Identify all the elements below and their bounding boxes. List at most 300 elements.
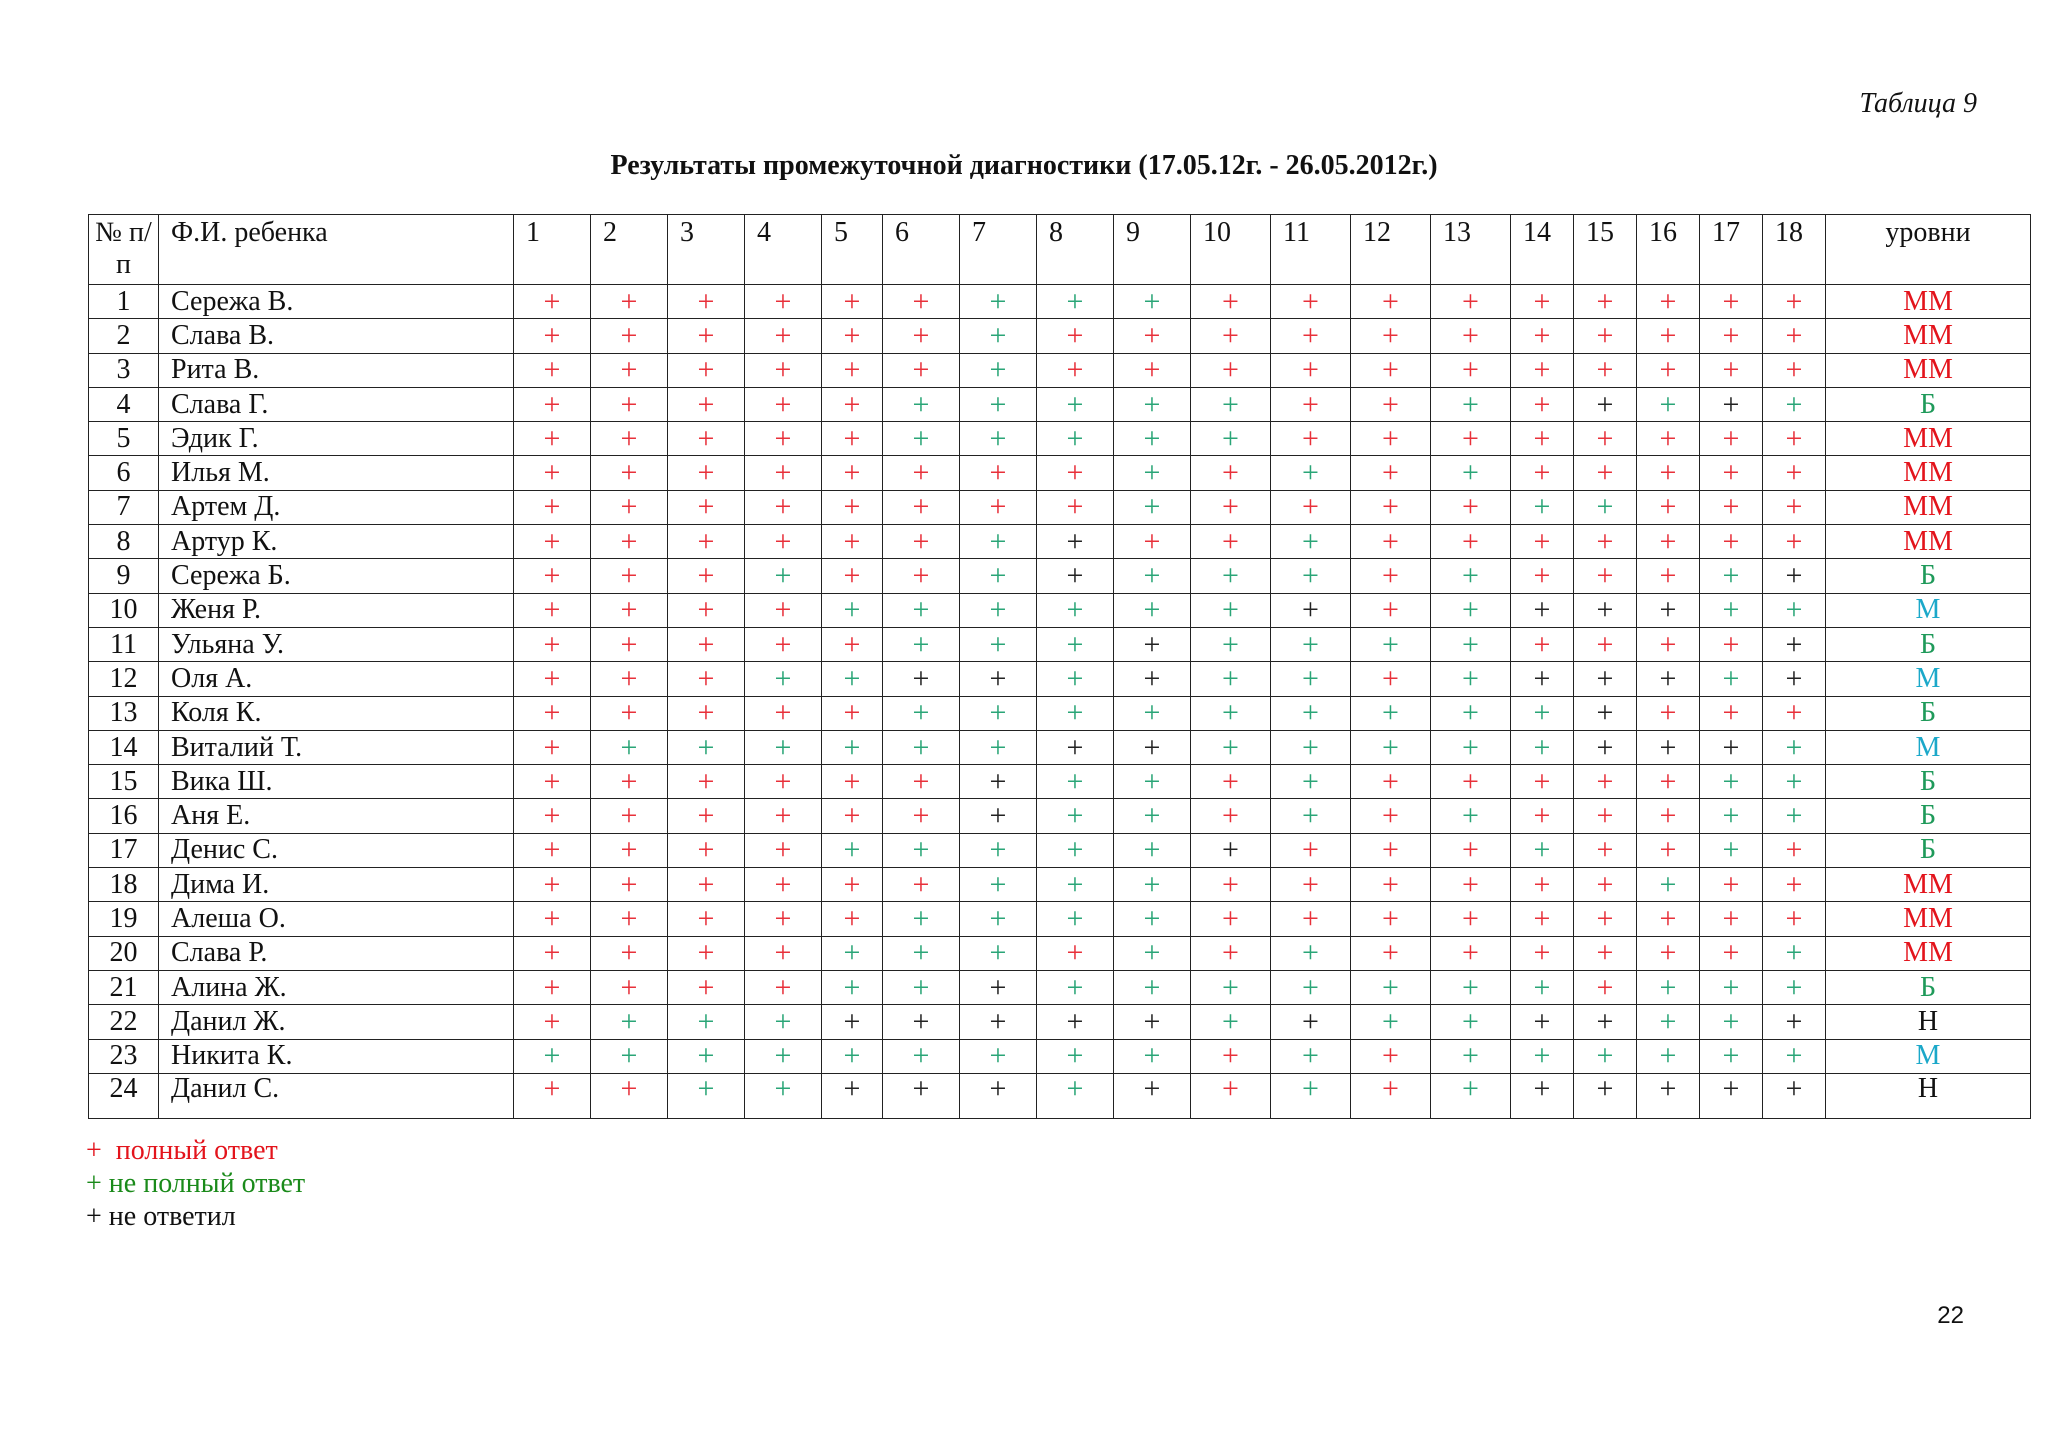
mark-cell: +	[1511, 490, 1574, 524]
mark-cell: +	[1351, 765, 1431, 799]
mark-cell: +	[1511, 525, 1574, 559]
table-row	[89, 936, 2031, 970]
mark-cell: +	[745, 799, 822, 833]
mark-cell: +	[668, 285, 745, 319]
mark-cell: +	[514, 765, 591, 799]
mark-cell: +	[668, 765, 745, 799]
mark-cell: +	[960, 353, 1037, 387]
mark-cell: +	[1637, 456, 1700, 490]
mark-cell: +	[1700, 730, 1763, 764]
mark-cell: +	[960, 319, 1037, 353]
level-cell: ММ	[1826, 936, 2031, 970]
mark-cell: +	[1271, 970, 1351, 1004]
row-number: 18	[89, 868, 159, 902]
mark-cell: +	[668, 593, 745, 627]
mark-cell: +	[1574, 662, 1637, 696]
mark-cell: +	[1431, 490, 1511, 524]
mark-cell: +	[1637, 387, 1700, 421]
mark-cell: +	[1351, 868, 1431, 902]
mark-cell: +	[1271, 1073, 1351, 1118]
mark-cell: +	[1351, 799, 1431, 833]
mark-cell: +	[1700, 1073, 1763, 1118]
mark-cell: +	[1763, 1039, 1826, 1073]
header-question-13: 13	[1431, 215, 1511, 285]
mark-cell: +	[1574, 319, 1637, 353]
mark-cell: +	[1431, 936, 1511, 970]
mark-cell: +	[591, 662, 668, 696]
level-cell: ММ	[1826, 525, 2031, 559]
mark-cell: +	[1763, 765, 1826, 799]
mark-cell: +	[591, 422, 668, 456]
mark-cell: +	[1037, 799, 1114, 833]
table-row	[89, 285, 2031, 319]
mark-cell: +	[1191, 970, 1271, 1004]
mark-cell: +	[1037, 319, 1114, 353]
mark-cell: +	[1271, 1005, 1351, 1039]
mark-cell: +	[668, 833, 745, 867]
mark-cell: +	[745, 662, 822, 696]
mark-cell: +	[591, 970, 668, 1004]
mark-cell: +	[960, 696, 1037, 730]
mark-cell: +	[883, 1005, 960, 1039]
mark-cell: +	[1700, 1039, 1763, 1073]
mark-cell: +	[1351, 902, 1431, 936]
mark-cell: +	[745, 1005, 822, 1039]
mark-cell: +	[1271, 353, 1351, 387]
mark-cell: +	[1191, 456, 1271, 490]
mark-cell: +	[1574, 1005, 1637, 1039]
legend-full-answer: + полный ответ	[86, 1135, 278, 1166]
mark-cell: +	[1700, 285, 1763, 319]
table-number-label: Таблица 9	[1859, 88, 1977, 119]
mark-cell: +	[1700, 319, 1763, 353]
mark-cell: +	[822, 902, 883, 936]
mark-cell: +	[1700, 662, 1763, 696]
level-cell: Б	[1826, 833, 2031, 867]
mark-cell: +	[1191, 387, 1271, 421]
mark-cell: +	[822, 1073, 883, 1118]
mark-cell: +	[514, 559, 591, 593]
mark-cell: +	[1114, 1005, 1191, 1039]
mark-cell: +	[1114, 730, 1191, 764]
mark-cell: +	[1431, 593, 1511, 627]
mark-cell: +	[514, 319, 591, 353]
mark-cell: +	[1637, 936, 1700, 970]
mark-cell: +	[745, 833, 822, 867]
mark-cell: +	[1351, 1039, 1431, 1073]
mark-cell: +	[1271, 593, 1351, 627]
mark-cell: +	[1351, 490, 1431, 524]
mark-cell: +	[1700, 765, 1763, 799]
mark-cell: +	[514, 593, 591, 627]
header-question-5: 5	[822, 215, 883, 285]
child-name: Аня Е.	[159, 799, 514, 833]
legend-partial-answer: + не полный ответ	[86, 1168, 306, 1199]
row-number: 6	[89, 456, 159, 490]
mark-cell: +	[883, 833, 960, 867]
mark-cell: +	[1037, 1073, 1114, 1118]
mark-cell: +	[1637, 593, 1700, 627]
mark-cell: +	[1637, 490, 1700, 524]
mark-cell: +	[668, 422, 745, 456]
mark-cell: +	[1511, 1073, 1574, 1118]
mark-cell: +	[883, 456, 960, 490]
mark-cell: +	[1114, 490, 1191, 524]
level-cell: М	[1826, 730, 2031, 764]
mark-cell: +	[960, 627, 1037, 661]
mark-cell: +	[745, 285, 822, 319]
row-number: 15	[89, 765, 159, 799]
mark-cell: +	[1700, 559, 1763, 593]
table-row	[89, 1039, 2031, 1073]
mark-cell: +	[668, 1039, 745, 1073]
row-number: 23	[89, 1039, 159, 1073]
table-row	[89, 422, 2031, 456]
mark-cell: +	[591, 868, 668, 902]
mark-cell: +	[1763, 936, 1826, 970]
mark-cell: +	[745, 730, 822, 764]
mark-cell: +	[960, 936, 1037, 970]
child-name: Слава В.	[159, 319, 514, 353]
row-number: 24	[89, 1073, 159, 1118]
mark-cell: +	[1431, 319, 1511, 353]
mark-cell: +	[883, 902, 960, 936]
mark-cell: +	[1114, 627, 1191, 661]
mark-cell: +	[883, 285, 960, 319]
mark-cell: +	[514, 627, 591, 661]
mark-cell: +	[1700, 833, 1763, 867]
mark-cell: +	[960, 868, 1037, 902]
mark-cell: +	[1511, 285, 1574, 319]
table-row	[89, 490, 2031, 524]
mark-cell: +	[1700, 902, 1763, 936]
table-row	[89, 765, 2031, 799]
mark-cell: +	[883, 730, 960, 764]
mark-cell: +	[1037, 765, 1114, 799]
mark-cell: +	[883, 490, 960, 524]
mark-cell: +	[668, 490, 745, 524]
mark-cell: +	[1271, 319, 1351, 353]
mark-cell: +	[883, 627, 960, 661]
child-name: Рита В.	[159, 353, 514, 387]
mark-cell: +	[1037, 422, 1114, 456]
mark-cell: +	[1351, 1005, 1431, 1039]
mark-cell: +	[822, 970, 883, 1004]
row-number: 19	[89, 902, 159, 936]
mark-cell: +	[591, 525, 668, 559]
mark-cell: +	[1511, 319, 1574, 353]
level-cell: Б	[1826, 627, 2031, 661]
level-cell: ММ	[1826, 353, 2031, 387]
mark-cell: +	[1114, 765, 1191, 799]
level-cell: Б	[1826, 387, 2031, 421]
mark-cell: +	[668, 456, 745, 490]
mark-cell: +	[1037, 387, 1114, 421]
mark-cell: +	[1700, 353, 1763, 387]
child-name: Илья М.	[159, 456, 514, 490]
mark-cell: +	[1700, 387, 1763, 421]
mark-cell: +	[514, 525, 591, 559]
header-question-18: 18	[1763, 215, 1826, 285]
level-cell: Б	[1826, 559, 2031, 593]
mark-cell: +	[1114, 902, 1191, 936]
mark-cell: +	[1431, 868, 1511, 902]
mark-cell: +	[1574, 936, 1637, 970]
mark-cell: +	[1114, 422, 1191, 456]
mark-cell: +	[1637, 833, 1700, 867]
mark-cell: +	[1511, 593, 1574, 627]
mark-cell: +	[1574, 627, 1637, 661]
mark-cell: +	[960, 387, 1037, 421]
mark-cell: +	[1511, 970, 1574, 1004]
level-cell: Б	[1826, 696, 2031, 730]
mark-cell: +	[1431, 1039, 1511, 1073]
mark-cell: +	[1191, 319, 1271, 353]
mark-cell: +	[1191, 422, 1271, 456]
header-question-11: 11	[1271, 215, 1351, 285]
mark-cell: +	[1763, 319, 1826, 353]
mark-cell: +	[1271, 559, 1351, 593]
mark-cell: +	[745, 1039, 822, 1073]
mark-cell: +	[1511, 799, 1574, 833]
mark-cell: +	[591, 936, 668, 970]
mark-cell: +	[591, 765, 668, 799]
mark-cell: +	[1763, 970, 1826, 1004]
level-cell: М	[1826, 593, 2031, 627]
mark-cell: +	[668, 1005, 745, 1039]
mark-cell: +	[745, 696, 822, 730]
mark-cell: +	[514, 970, 591, 1004]
mark-cell: +	[1637, 285, 1700, 319]
mark-cell: +	[1574, 387, 1637, 421]
header-question-7: 7	[960, 215, 1037, 285]
header-question-8: 8	[1037, 215, 1114, 285]
mark-cell: +	[591, 1005, 668, 1039]
mark-cell: +	[1351, 970, 1431, 1004]
mark-cell: +	[1700, 490, 1763, 524]
mark-cell: +	[1574, 730, 1637, 764]
mark-cell: +	[745, 387, 822, 421]
mark-cell: +	[1191, 868, 1271, 902]
mark-cell: +	[1763, 833, 1826, 867]
child-name: Ульяна У.	[159, 627, 514, 661]
mark-cell: +	[1700, 422, 1763, 456]
mark-cell: +	[514, 490, 591, 524]
mark-cell: +	[1351, 387, 1431, 421]
mark-cell: +	[591, 490, 668, 524]
mark-cell: +	[591, 696, 668, 730]
mark-cell: +	[514, 730, 591, 764]
header-question-15: 15	[1574, 215, 1637, 285]
child-name: Денис С.	[159, 833, 514, 867]
mark-cell: +	[1637, 525, 1700, 559]
mark-cell: +	[1700, 1005, 1763, 1039]
mark-cell: +	[1191, 662, 1271, 696]
mark-cell: +	[1191, 353, 1271, 387]
mark-cell: +	[1191, 1039, 1271, 1073]
row-number: 9	[89, 559, 159, 593]
mark-cell: +	[1574, 765, 1637, 799]
mark-cell: +	[1431, 799, 1511, 833]
table-row	[89, 387, 2031, 421]
mark-cell: +	[1700, 525, 1763, 559]
row-number: 16	[89, 799, 159, 833]
mark-cell: +	[514, 696, 591, 730]
mark-cell: +	[668, 696, 745, 730]
mark-cell: +	[1351, 627, 1431, 661]
row-number: 7	[89, 490, 159, 524]
mark-cell: +	[1637, 868, 1700, 902]
mark-cell: +	[1037, 525, 1114, 559]
mark-cell: +	[1271, 765, 1351, 799]
mark-cell: +	[1191, 765, 1271, 799]
mark-cell: +	[1037, 353, 1114, 387]
mark-cell: +	[591, 456, 668, 490]
mark-cell: +	[1763, 662, 1826, 696]
mark-cell: +	[1037, 456, 1114, 490]
mark-cell: +	[883, 696, 960, 730]
mark-cell: +	[514, 353, 591, 387]
mark-cell: +	[1114, 868, 1191, 902]
mark-cell: +	[1271, 799, 1351, 833]
mark-cell: +	[1351, 696, 1431, 730]
child-name: Оля А.	[159, 662, 514, 696]
level-cell: М	[1826, 1039, 2031, 1073]
mark-cell: +	[1511, 353, 1574, 387]
mark-cell: +	[822, 422, 883, 456]
mark-cell: +	[591, 902, 668, 936]
mark-cell: +	[1037, 696, 1114, 730]
child-name: Слава Г.	[159, 387, 514, 421]
mark-cell: +	[1700, 456, 1763, 490]
mark-cell: +	[745, 559, 822, 593]
mark-cell: +	[1431, 662, 1511, 696]
mark-cell: +	[1271, 902, 1351, 936]
level-cell: Б	[1826, 765, 2031, 799]
mark-cell: +	[1637, 559, 1700, 593]
header-question-3: 3	[668, 215, 745, 285]
mark-cell: +	[883, 1073, 960, 1118]
row-number: 21	[89, 970, 159, 1004]
mark-cell: +	[822, 1039, 883, 1073]
mark-cell: +	[1351, 525, 1431, 559]
mark-cell: +	[668, 662, 745, 696]
table-row	[89, 353, 2031, 387]
mark-cell: +	[668, 936, 745, 970]
mark-cell: +	[1351, 353, 1431, 387]
child-name: Никита К.	[159, 1039, 514, 1073]
mark-cell: +	[822, 868, 883, 902]
mark-cell: +	[1114, 525, 1191, 559]
mark-cell: +	[1700, 868, 1763, 902]
mark-cell: +	[1637, 627, 1700, 661]
level-cell: Н	[1826, 1073, 2031, 1118]
table-body	[89, 285, 2031, 1119]
mark-cell: +	[1114, 593, 1191, 627]
mark-cell: +	[1114, 936, 1191, 970]
mark-cell: +	[1763, 1073, 1826, 1118]
mark-cell: +	[883, 868, 960, 902]
mark-cell: +	[514, 387, 591, 421]
mark-cell: +	[1637, 765, 1700, 799]
mark-cell: +	[1574, 868, 1637, 902]
mark-cell: +	[591, 1073, 668, 1118]
mark-cell: +	[1037, 730, 1114, 764]
mark-cell: +	[1114, 387, 1191, 421]
diagnostics-table	[88, 214, 2031, 1119]
mark-cell: +	[1574, 593, 1637, 627]
row-number: 4	[89, 387, 159, 421]
mark-cell: +	[1574, 559, 1637, 593]
mark-cell: +	[1191, 1005, 1271, 1039]
mark-cell: +	[960, 1073, 1037, 1118]
mark-cell: +	[1763, 387, 1826, 421]
mark-cell: +	[514, 285, 591, 319]
mark-cell: +	[514, 833, 591, 867]
level-cell: ММ	[1826, 285, 2031, 319]
mark-cell: +	[591, 593, 668, 627]
mark-cell: +	[1431, 353, 1511, 387]
mark-cell: +	[745, 525, 822, 559]
mark-cell: +	[1574, 1073, 1637, 1118]
mark-cell: +	[1511, 387, 1574, 421]
mark-cell: +	[1700, 970, 1763, 1004]
mark-cell: +	[1114, 559, 1191, 593]
mark-cell: +	[1511, 1005, 1574, 1039]
mark-cell: +	[668, 387, 745, 421]
row-number: 20	[89, 936, 159, 970]
mark-cell: +	[1763, 1005, 1826, 1039]
mark-cell: +	[1763, 593, 1826, 627]
legend-no-answer: + не ответил	[86, 1201, 236, 1232]
mark-cell: +	[1574, 456, 1637, 490]
child-name: Сережа В.	[159, 285, 514, 319]
mark-cell: +	[1191, 525, 1271, 559]
mark-cell: +	[1351, 593, 1431, 627]
mark-cell: +	[1271, 1039, 1351, 1073]
mark-cell: +	[1191, 730, 1271, 764]
mark-cell: +	[960, 799, 1037, 833]
mark-cell: +	[822, 799, 883, 833]
mark-cell: +	[1271, 422, 1351, 456]
mark-cell: +	[883, 662, 960, 696]
row-number: 12	[89, 662, 159, 696]
mark-cell: +	[1700, 936, 1763, 970]
header-number: № п/п	[89, 215, 159, 285]
mark-cell: +	[960, 970, 1037, 1004]
row-number: 14	[89, 730, 159, 764]
mark-cell: +	[1191, 627, 1271, 661]
level-cell: Б	[1826, 970, 2031, 1004]
mark-cell: +	[1637, 422, 1700, 456]
row-number: 1	[89, 285, 159, 319]
child-name: Артур К.	[159, 525, 514, 559]
row-number: 22	[89, 1005, 159, 1039]
mark-cell: +	[1763, 456, 1826, 490]
mark-cell: +	[1351, 285, 1431, 319]
mark-cell: +	[514, 1039, 591, 1073]
header-question-1: 1	[514, 215, 591, 285]
mark-cell: +	[822, 662, 883, 696]
mark-cell: +	[1114, 833, 1191, 867]
mark-cell: +	[668, 627, 745, 661]
table-row	[89, 902, 2031, 936]
mark-cell: +	[1763, 525, 1826, 559]
level-cell: ММ	[1826, 422, 2031, 456]
mark-cell: +	[1351, 559, 1431, 593]
header-question-6: 6	[883, 215, 960, 285]
mark-cell: +	[1637, 319, 1700, 353]
